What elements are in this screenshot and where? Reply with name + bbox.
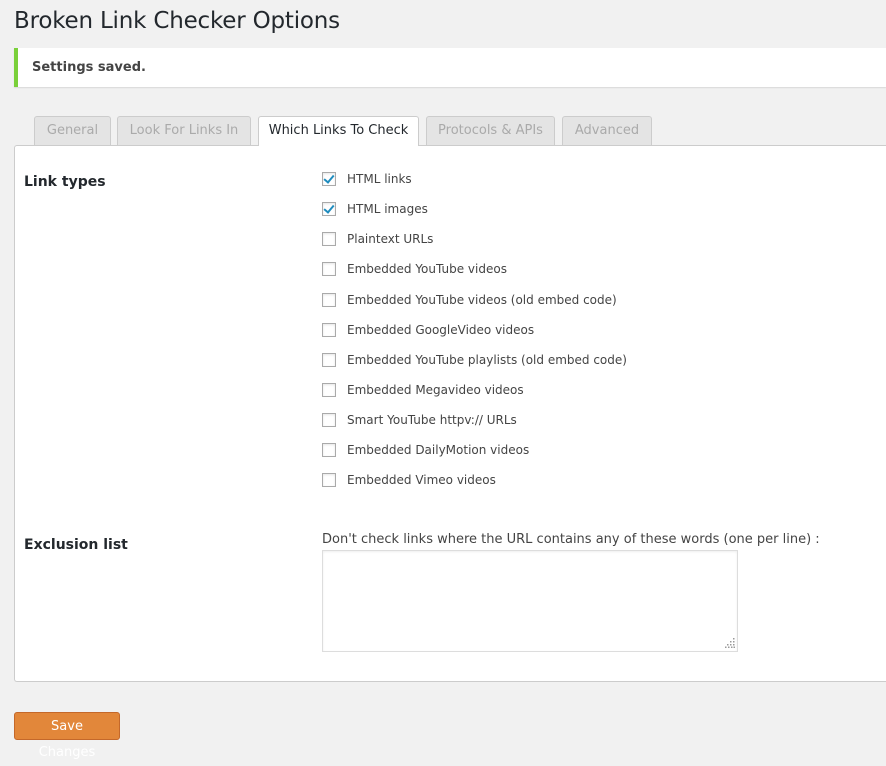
notice-text: Settings saved.: [32, 60, 146, 75]
tab-which-links-to-check[interactable]: Which Links To Check: [258, 116, 419, 146]
option-plaintext-urls[interactable]: [322, 231, 433, 247]
option-label: Embedded YouTube playlists (old embed code): [347, 353, 627, 367]
exclusion-description: Don't check links where the URL contains any of these words (one per line) :: [322, 532, 820, 547]
option-label: Plaintext URLs: [347, 232, 434, 246]
option-embedded-youtube-playlists[interactable]: [322, 352, 627, 368]
checkbox[interactable]: [322, 232, 336, 246]
checkbox[interactable]: [322, 293, 336, 307]
checkbox[interactable]: [322, 443, 336, 457]
option-embedded-vimeo[interactable]: [322, 472, 496, 488]
exclusion-list-textarea[interactable]: [322, 550, 738, 652]
option-label: Embedded Vimeo videos: [347, 473, 496, 487]
checkbox[interactable]: [322, 323, 336, 337]
tab-general[interactable]: General: [34, 116, 111, 145]
exclusion-list-label: Exclusion list: [24, 537, 128, 553]
option-label: Smart YouTube httpv:// URLs: [347, 413, 517, 427]
checkbox[interactable]: [322, 383, 336, 397]
option-label: HTML images: [347, 202, 428, 216]
option-html-images[interactable]: [322, 201, 428, 217]
option-embedded-youtube-videos[interactable]: [322, 261, 507, 277]
save-changes-button[interactable]: Save Changes: [14, 712, 120, 740]
option-label: Embedded Megavideo videos: [347, 383, 524, 397]
option-embedded-googlevideo[interactable]: [322, 322, 534, 338]
option-label: Embedded GoogleVideo videos: [347, 323, 535, 337]
tab-look-for-links-in[interactable]: Look For Links In: [117, 116, 251, 145]
tab-advanced[interactable]: Advanced: [562, 116, 652, 145]
checkbox[interactable]: [322, 262, 336, 276]
checkbox[interactable]: [322, 413, 336, 427]
option-label: HTML links: [347, 172, 412, 186]
option-label: Embedded YouTube videos: [347, 262, 507, 276]
option-label: Embedded YouTube videos (old embed code): [347, 293, 617, 307]
link-types-label: Link types: [24, 174, 106, 190]
settings-saved-notice: [14, 48, 886, 87]
option-smart-youtube-httpv[interactable]: [322, 412, 517, 428]
checkbox[interactable]: [322, 202, 336, 216]
tab-protocols-apis[interactable]: Protocols & APIs: [426, 116, 555, 145]
option-embedded-dailymotion[interactable]: [322, 442, 529, 458]
checkbox[interactable]: [322, 473, 336, 487]
page-title: Broken Link Checker Options: [14, 8, 340, 34]
checkbox[interactable]: [322, 353, 336, 367]
option-embedded-megavideo[interactable]: [322, 382, 524, 398]
checkbox[interactable]: [322, 172, 336, 186]
resize-grip-icon[interactable]: [725, 638, 735, 648]
option-html-links[interactable]: [322, 171, 412, 187]
option-embedded-youtube-old[interactable]: [322, 292, 617, 308]
option-label: Embedded DailyMotion videos: [347, 443, 530, 457]
